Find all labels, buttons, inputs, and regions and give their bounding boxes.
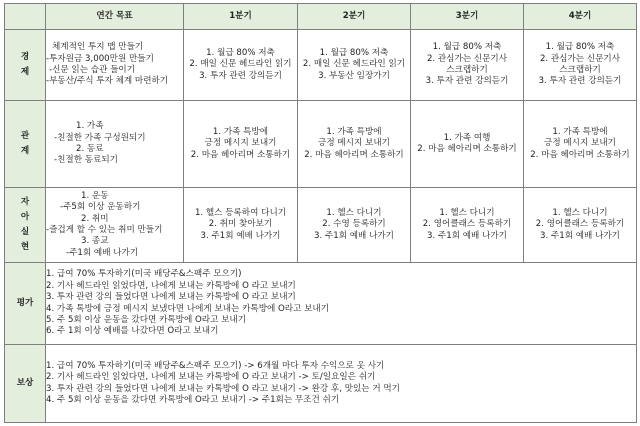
self-realization-q3-line: 2. 영어클래스 등록하기 — [422, 219, 512, 230]
relationship-q3-cell[interactable] — [411, 101, 524, 188]
self-realization-q4-cell[interactable] — [524, 188, 637, 263]
self-realization-goal-line: 3. 종교 — [81, 236, 109, 247]
self-realization-q2-line: 1. 헬스 다니기 — [326, 207, 382, 218]
annual-plan-table — [4, 3, 637, 423]
economy-goal-line: -투자원금 3,000만원 만들기 — [46, 53, 154, 64]
self-realization-q1-line: 1. 헬스 등록하여 다니기 — [194, 207, 287, 218]
row-evaluation — [5, 263, 637, 345]
relationship-q2-line: 2. 마음 헤아리며 소통하기 — [304, 149, 404, 160]
relationship-goal-line: -친절한 가족 구성원되기 — [54, 132, 146, 143]
economy-goal-line: -신문 읽는 습관 들이기 — [49, 65, 136, 75]
economy-q3-line: 스크랩하기 — [446, 65, 488, 75]
self-realization-q1-line: 2. 취미 찾아보기 — [208, 219, 273, 230]
self-realization-q2-cell[interactable] — [298, 188, 411, 263]
category-char: 경 — [20, 52, 30, 62]
reward-cell[interactable] — [46, 345, 637, 423]
self-realization-goal-line: 1. 운동 — [81, 190, 109, 201]
economy-q4-line: 스크랩하기 — [559, 65, 601, 75]
relationship-q1-cell[interactable] — [184, 101, 298, 188]
relationship-q2-line: 긍정 메시지 보내기 — [318, 138, 390, 149]
category-economy — [5, 30, 46, 101]
economy-goal-line: 체계적인 투지 맵 만들기 — [52, 42, 144, 53]
header-q4: 4분기 — [524, 4, 637, 30]
relationship-q4-line: 1. 가족 특방에 — [552, 126, 608, 137]
self-realization-q1-cell[interactable] — [184, 188, 298, 263]
category-char: 아 — [20, 212, 30, 222]
relationship-q1-line: 1. 가족 특방에 — [212, 126, 269, 137]
self-realization-q4-line: 3. 주1회 예배 나가기 — [540, 230, 620, 241]
economy-q3-line: 3. 투자 관련 강의듣기 — [425, 76, 509, 87]
evaluation-line: 6. 주 1회 이상 예배를 나갔다면 O라고 보내기 — [46, 326, 219, 337]
self-realization-q3-line: 3. 주1회 예배 나가기 — [427, 230, 507, 241]
self-realization-q3-cell[interactable] — [411, 188, 524, 263]
relationship-goal-line: -친절한 동료되기 — [54, 155, 118, 166]
self-realization-q3-line: 1. 헬스 다니기 — [439, 207, 495, 218]
economy-q1-line: 1. 월급 80% 저축 — [206, 47, 275, 58]
self-realization-q4-line: 2. 영어클래스 등록하기 — [535, 219, 625, 230]
relationship-goal-cell[interactable] — [46, 101, 184, 188]
category-reward: 보상 — [5, 345, 46, 423]
category-char: 현 — [20, 242, 30, 252]
evaluation-line: 1. 급여 70% 투자하기(미국 배당주&스팩주 모으기) — [46, 269, 242, 280]
self-realization-goal-line: -즐겁게 할 수 있는 취미 만들기 — [46, 225, 163, 235]
self-realization-goal-cell[interactable] — [46, 188, 184, 263]
header-row — [5, 4, 637, 30]
economy-q4-line: 3. 투자 관련 강의듣기 — [538, 76, 622, 87]
relationship-goal-line: 2. 동료 — [76, 144, 104, 154]
economy-q3-line: 2. 관심가는 신문기사 — [426, 53, 508, 64]
economy-q2-line: 2. 매일 신문 헤드라인 읽기 — [302, 59, 406, 70]
category-char: 실 — [20, 227, 30, 237]
economy-q4-line: 2. 관심가는 신문기사 — [539, 53, 621, 64]
relationship-q1-line: 2. 마음 헤아리며 소통하기 — [190, 149, 291, 160]
header-q2: 2분기 — [298, 4, 411, 30]
relationship-q2-cell[interactable] — [298, 101, 411, 188]
economy-q2-line: 1. 월급 80% 저축 — [319, 47, 389, 58]
self-realization-q1-line: 3. 주1회 예배 나가기 — [200, 230, 281, 241]
reward-line: 3. 투자 관련 강의 들었다면 나에게 보내는 카톡방에 O 라고 보내기 -> 완강 후, 맛있는 거 먹기 — [46, 383, 400, 394]
relationship-q4-line: 긍정 메시지 보내기 — [544, 138, 616, 149]
header-q1: 1분기 — [184, 4, 298, 30]
evaluation-line: 3. 투자 관련 강의 들었다면 나에게 보내는 카톡방에 O 라고 보내기 — [46, 292, 296, 303]
row-reward — [5, 345, 637, 423]
evaluation-line: 2. 기사 헤드라인 읽었다면, 나에게 보내는 카톡방에 O 라고 보내기 — [46, 280, 296, 291]
reward-line: 4. 주 5회 이상 운동을 갔다면 카톡방에 O라고 보내기 -> 주1회는 무조건 쉬기 — [46, 394, 340, 405]
economy-q4-line: 1. 월급 80% 저축 — [545, 42, 615, 53]
evaluation-line: 5. 주 5회 이상 운동을 갔다면 카톡방에 O라고 보내기 — [46, 314, 247, 325]
self-realization-q2-line: 2. 수영 등록하기 — [322, 219, 386, 230]
row-self-realization — [5, 188, 637, 263]
reward-line: 2. 기사 헤드라인 읽었다면, 나에게 보내는 카톡방에 O 라고 보내기 -> 토/일요일은 쉬기 — [46, 372, 376, 383]
self-realization-goal-line: 2. 취미 — [81, 213, 109, 224]
row-economy — [5, 30, 637, 101]
row-relationship — [5, 101, 637, 188]
category-char: 제 — [20, 67, 30, 77]
category-self-realization — [5, 188, 46, 263]
category-relationship — [5, 101, 46, 188]
self-realization-goal-line: -주5회 이상 운동하기 — [60, 202, 141, 213]
self-realization-goal-line: -주1회 예배 나가기 — [66, 247, 139, 258]
category-char: 계 — [20, 146, 30, 156]
relationship-q4-line: 2. 마음 헤아리며 소통하기 — [530, 149, 630, 160]
economy-q1-line: 2. 매일 신문 헤드라인 읽기 — [189, 59, 292, 70]
category-char: 관 — [20, 131, 30, 141]
category-evaluation: 평가 — [5, 263, 46, 345]
header-q3: 3분기 — [411, 4, 524, 30]
self-realization-q4-line: 1. 헬스 다니기 — [552, 207, 608, 218]
economy-q4-cell[interactable] — [524, 30, 637, 101]
category-char: 자 — [20, 197, 30, 207]
relationship-q2-line: 1. 가족 특방에 — [326, 126, 382, 137]
relationship-q4-cell[interactable] — [524, 101, 637, 188]
economy-goal-line: -부동산/주식 투자 체계 마련하기 — [46, 76, 169, 87]
economy-q1-line: 3. 투자 관련 강의듣기 — [199, 70, 282, 81]
economy-q3-cell[interactable] — [411, 30, 524, 101]
economy-q2-line: 3. 부동산 임장가기 — [318, 70, 390, 81]
evaluation-line: 4. 가족 톡방에 긍정 메시지 보냈다면 나에게 보내는 카톡방에 O라고 보내기 — [46, 303, 330, 314]
economy-goal-cell[interactable] — [46, 30, 184, 101]
self-realization-q2-line: 3. 주1회 예배 나가기 — [314, 230, 394, 241]
relationship-q3-line: 2. 마음 헤아리며 소통하기 — [417, 144, 517, 154]
relationship-goal-line: 1. 가족 — [76, 121, 104, 132]
header-annual-goal: 연간 목표 — [46, 4, 184, 30]
reward-line: 1. 급여 70% 투자하기(미국 배당주&스팩주 모으기) -> 6개월 마다 투자 수익으로 옷 사기 — [46, 360, 385, 371]
evaluation-cell[interactable] — [46, 263, 637, 345]
economy-q1-cell[interactable] — [184, 30, 298, 101]
economy-q2-cell[interactable] — [298, 30, 411, 101]
economy-q3-line: 1. 월급 80% 저축 — [432, 42, 502, 53]
relationship-q3-line: 1. 가족 여행 — [443, 132, 491, 143]
header-corner — [5, 4, 46, 30]
relationship-q1-line: 긍정 메시지 보내기 — [204, 138, 277, 149]
